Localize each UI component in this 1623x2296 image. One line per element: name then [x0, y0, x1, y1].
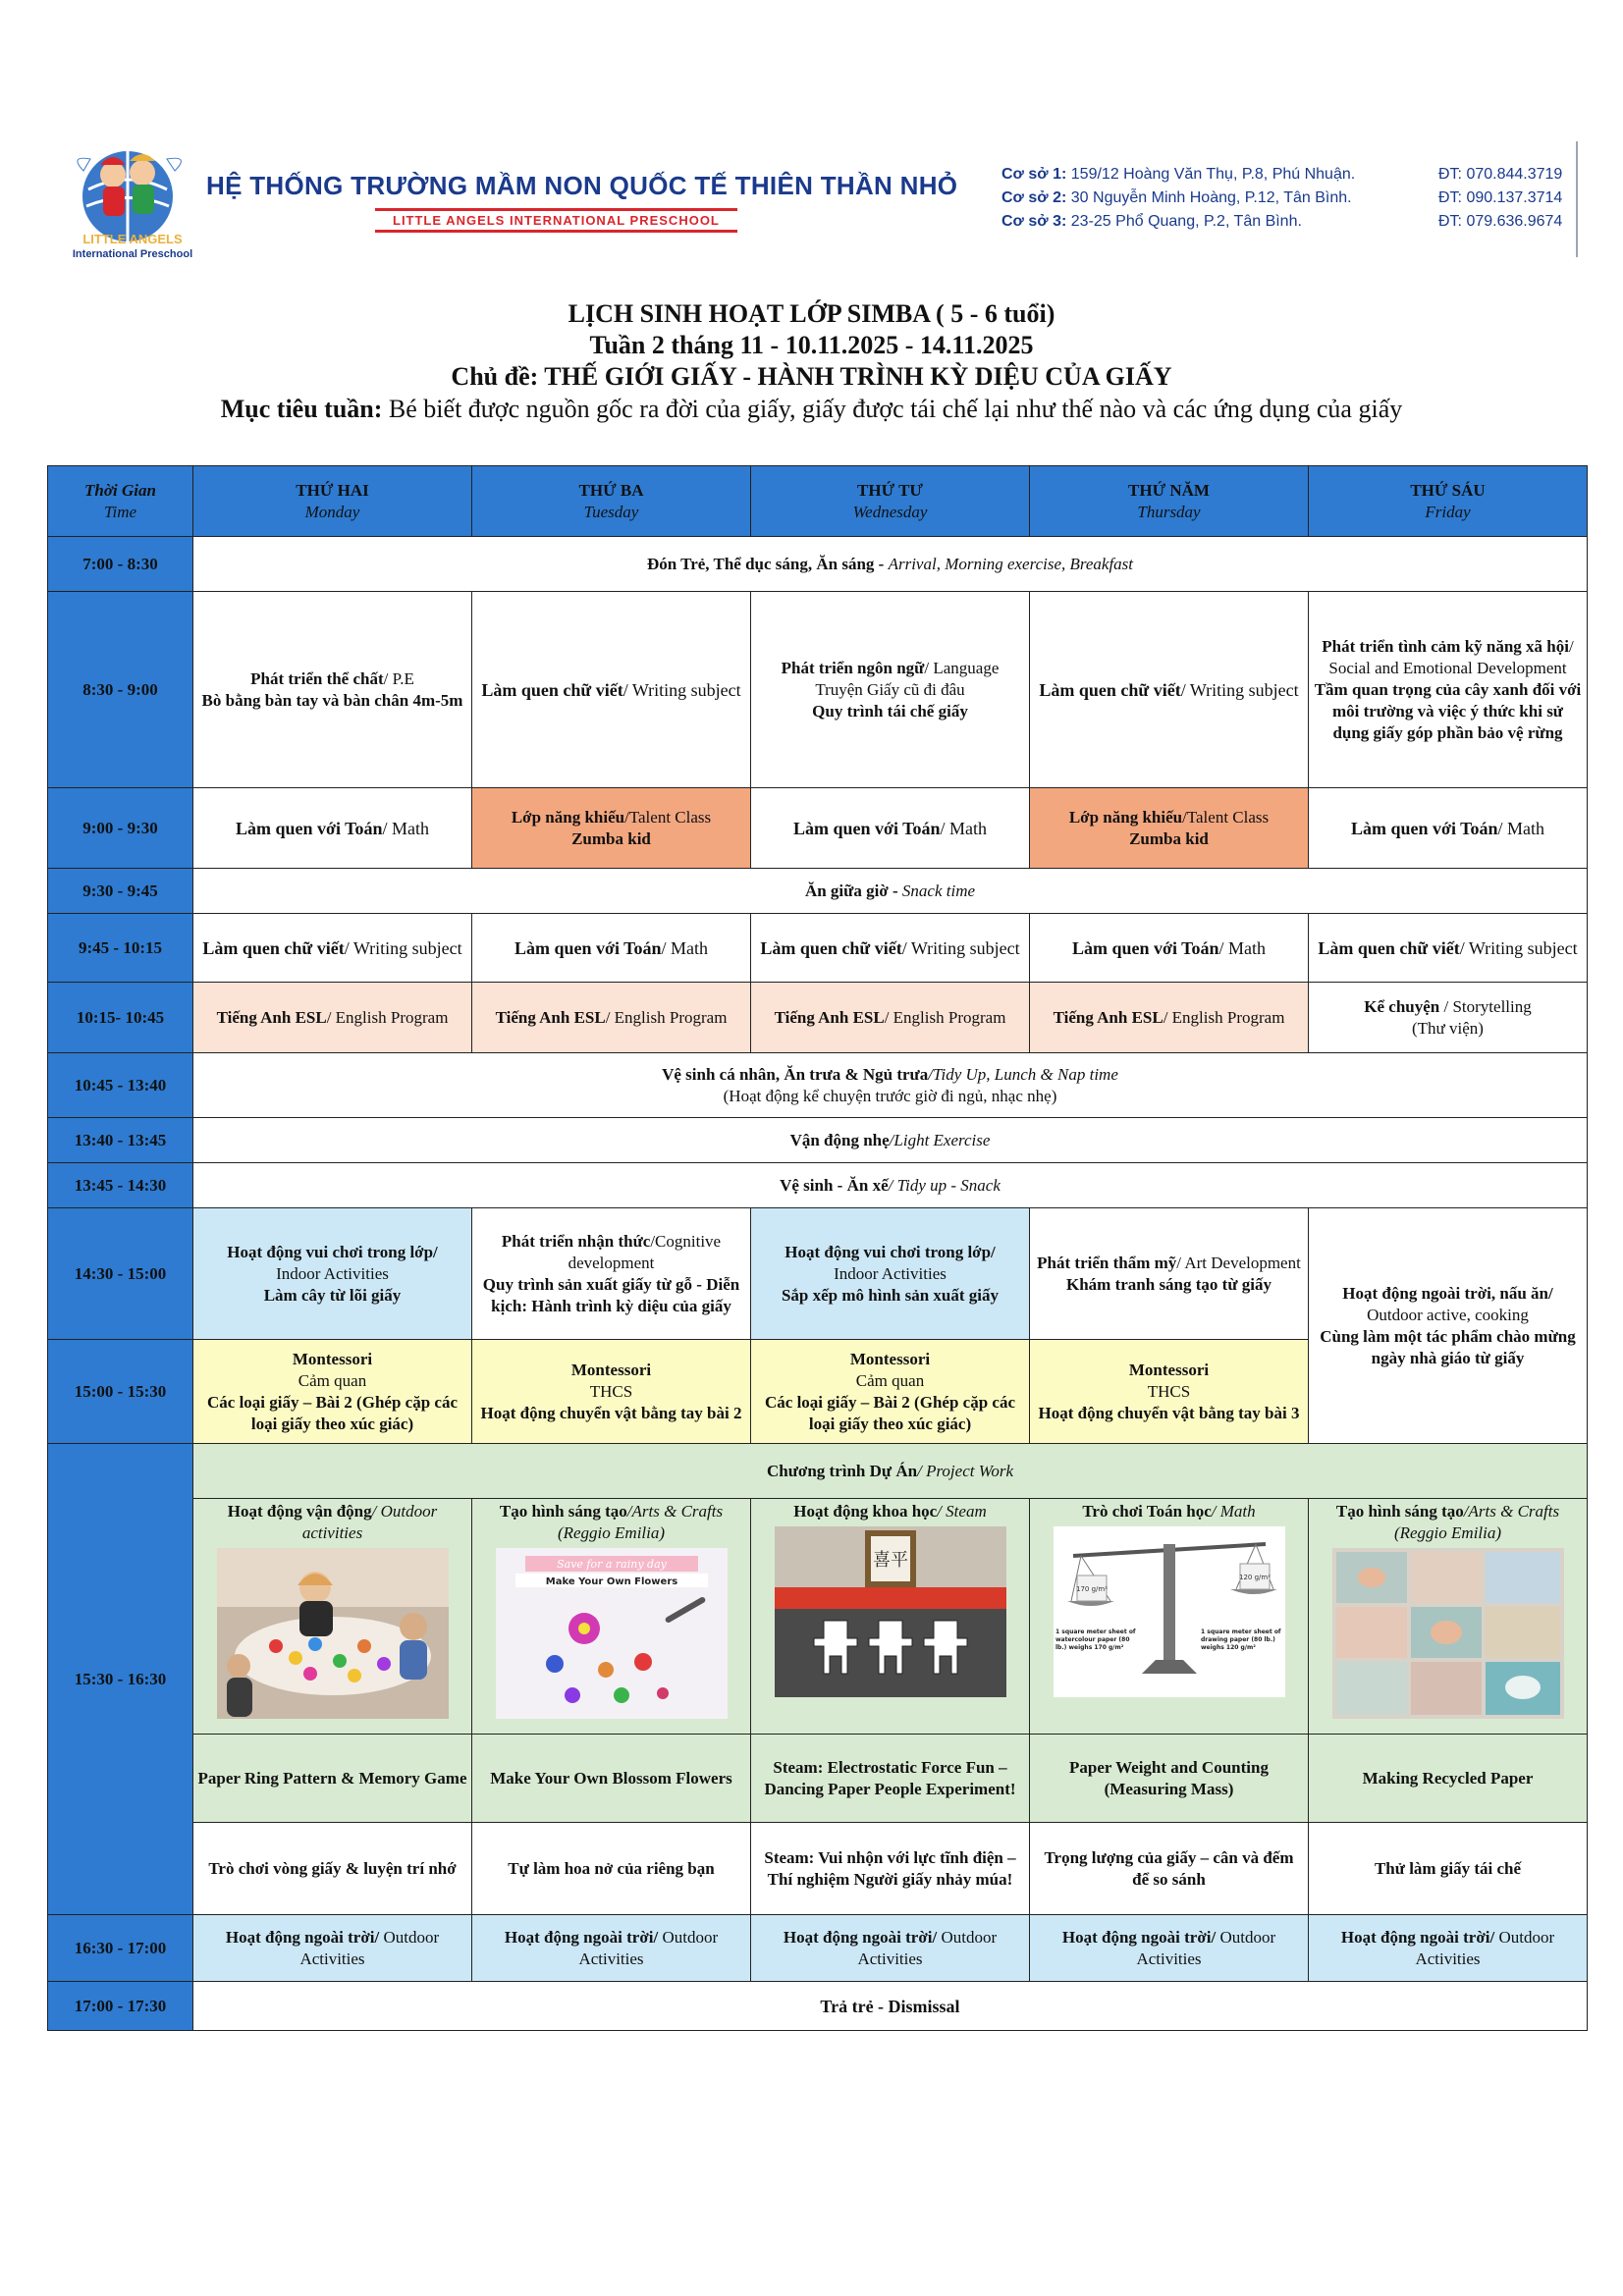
table-row: [48, 1915, 1588, 1982]
project-activity-cell: Tạo hình sáng tạo/Arts & Crafts (Reggio Emilia): [1309, 1499, 1588, 1735]
campus-address: 30 Nguyễn Minh Hoàng, P.12, Tân Bình.: [1070, 189, 1352, 206]
time-cell: 13:40 - 13:45: [48, 1118, 193, 1163]
activity-cell: Phát triển thẩm mỹ/ Art Development Khám tranh sáng tạo từ giấy: [1030, 1208, 1309, 1340]
week-title: Tuần 2 tháng 11 - 10.11.2025 - 14.11.2025: [589, 331, 1034, 359]
time-cell: 16:30 - 17:00: [48, 1915, 193, 1982]
time-cell: 14:30 - 15:00: [48, 1208, 193, 1340]
dancing-paper-people-photo: [775, 1526, 1006, 1697]
time-cell: 17:00 - 17:30: [48, 1982, 193, 2031]
activity-cell: Hoạt động ngoài trời/ Outdoor Activities: [1309, 1915, 1588, 1982]
project-title-vi: Thử làm giấy tái chế: [1309, 1823, 1588, 1915]
goal-text: Bé biết được nguồn gốc ra đời của giấy, giấy được tái chế lại như thế nào và các ứng dụng của giấy: [382, 395, 1403, 423]
table-row: [48, 914, 1588, 983]
schedule-table: [47, 465, 1588, 2031]
dismissal-cell: Trả trẻ - Dismissal: [193, 1982, 1588, 2031]
time-cell: 9:00 - 9:30: [48, 788, 193, 869]
project-title-vi: Steam: Vui nhộn với lực tĩnh điện – Thí nghiệm Người giấy nhảy múa!: [751, 1823, 1030, 1915]
project-title-vi: Trọng lượng của giấy – cân và đếm để so sánh: [1030, 1823, 1309, 1915]
campus-phone: ĐT: 090.137.3714: [1438, 189, 1563, 206]
header-thursday: THỨ NĂM Thursday: [1030, 466, 1309, 537]
activity-cell: Hoạt động vui chơi trong lớp/ Indoor Activities Làm cây từ lõi giấy: [193, 1208, 472, 1340]
project-title-en: Paper Weight and Counting (Measuring Mass): [1030, 1735, 1309, 1823]
campus-list: [1001, 163, 1586, 234]
activity-cell: Hoạt động ngoài trời/ Outdoor Activities: [472, 1915, 751, 1982]
activity-cell: Làm quen chữ viết/ Writing subject: [1309, 914, 1588, 983]
project-title-vi: Trò chơi vòng giấy & luyện trí nhớ: [193, 1823, 472, 1915]
time-cell: 13:45 - 14:30: [48, 1163, 193, 1208]
project-title-en: Making Recycled Paper: [1309, 1735, 1588, 1823]
time-cell: 9:45 - 10:15: [48, 914, 193, 983]
little-angels-logo: [59, 135, 206, 261]
time-cell: 9:30 - 9:45: [48, 869, 193, 914]
campus-phone: ĐT: 079.636.9674: [1438, 213, 1563, 230]
table-row: [48, 1499, 1588, 1735]
time-cell: 15:00 - 15:30: [48, 1340, 193, 1444]
activity-cell: Làm quen chữ viết/ Writing subject: [1030, 592, 1309, 788]
campus-label: Cơ sở 2:: [1001, 189, 1067, 206]
activity-cell: Tiếng Anh ESL/ English Program: [1030, 983, 1309, 1053]
schedule-title: LỊCH SINH HOẠT LỚP SIMBA ( 5 - 6 tuổi): [568, 299, 1055, 328]
table-row: [48, 788, 1588, 869]
table-row: [48, 1823, 1588, 1915]
campus-address: 159/12 Hoàng Văn Thụ, P.8, Phú Nhuận.: [1070, 166, 1356, 183]
activity-cell: Montessori Cảm quan Các loại giấy – Bài 2 (Ghép cặp các loại giấy theo xúc giác): [751, 1340, 1030, 1444]
campus-row: [1001, 187, 1586, 210]
svg-text:170 g/m²: 170 g/m²: [1075, 1585, 1108, 1593]
svg-text:LITTLE ANGELS: LITTLE ANGELS: [82, 232, 183, 246]
activity-cell: Vệ sinh cá nhân, Ăn trưa & Ngủ trưa/Tidy Up, Lunch & Nap time (Hoạt động kể chuyện trước giờ đi ngủ, nhạc nhẹ): [193, 1053, 1588, 1118]
recycled-paper-photo: [1332, 1548, 1564, 1719]
project-work-cell: Chương trình Dự Án/ Project Work: [193, 1444, 1588, 1499]
activity-cell: Lớp năng khiếu/Talent Class Zumba kid: [472, 788, 751, 869]
table-header-row: [48, 466, 1588, 537]
paper-flowers-photo: [496, 1548, 728, 1719]
activity-cell: Montessori THCS Hoạt động chuyển vật bằng tay bài 2: [472, 1340, 751, 1444]
time-cell: 10:45 - 13:40: [48, 1053, 193, 1118]
activity-cell: Làm quen với Toán/ Math: [751, 788, 1030, 869]
svg-text:International Preschool: International Preschool: [72, 248, 193, 260]
table-row: [48, 869, 1588, 914]
school-header: [59, 135, 1581, 263]
activity-cell: Làm quen chữ viết/ Writing subject: [472, 592, 751, 788]
header-tuesday: THỨ BA Tuesday: [472, 466, 751, 537]
activity-cell: Montessori THCS Hoạt động chuyển vật bằng tay bài 3: [1030, 1340, 1309, 1444]
time-cell: 10:15- 10:45: [48, 983, 193, 1053]
activity-cell: Tiếng Anh ESL/ English Program: [472, 983, 751, 1053]
activity-cell: Kể chuyện / Storytelling (Thư viện): [1309, 983, 1588, 1053]
activity-cell: Ăn giữa giờ - Snack time: [193, 869, 1588, 914]
activity-cell: Làm quen với Toán/ Math: [193, 788, 472, 869]
svg-text:Save for a rainy day: Save for a rainy day: [556, 1558, 667, 1571]
project-title-en: Make Your Own Blossom Flowers: [472, 1735, 751, 1823]
activity-cell: Phát triển ngôn ngữ/ Language Truyện Giấy cũ đi đâu Quy trình tái chế giấy: [751, 592, 1030, 788]
table-row: [48, 1735, 1588, 1823]
activity-cell: Hoạt động ngoài trời/ Outdoor Activities: [751, 1915, 1030, 1982]
header-divider: [1576, 141, 1578, 257]
goal-label: Mục tiêu tuần:: [220, 395, 383, 423]
balance-scale-illustration: 170 g/m² 120 g/m² 1 square meter sheet of watercolour paper (80 lb.) weighs 170 g/m² 1 square meter sheet of drawing paper (80 lb.) weighs 120 g/m²: [1054, 1526, 1285, 1697]
table-row: [48, 983, 1588, 1053]
project-activity-cell: Hoạt động khoa học/ Steam 喜平: [751, 1499, 1030, 1735]
activity-cell: Montessori Cảm quan Các loại giấy – Bài 2 (Ghép cặp các loại giấy theo xúc giác): [193, 1340, 472, 1444]
table-row: [48, 537, 1588, 592]
time-cell: 7:00 - 8:30: [48, 537, 193, 592]
campus-label: Cơ sở 3:: [1001, 213, 1067, 230]
time-cell: 8:30 - 9:00: [48, 592, 193, 788]
campus-row: [1001, 210, 1586, 234]
week-goal: [0, 393, 1623, 426]
campus-phone: ĐT: 070.844.3719: [1438, 166, 1563, 183]
table-row: [48, 1208, 1588, 1340]
header-friday: THỨ SÁU Friday: [1309, 466, 1588, 537]
svg-text:120 g/m²: 120 g/m²: [1238, 1574, 1271, 1581]
activity-cell: Hoạt động ngoài trời, nấu ăn/ Outdoor active, cooking Cùng làm một tác phẩm chào mừng ngày nhà giáo từ giấy: [1309, 1208, 1588, 1444]
svg-text:Make Your Own Flowers: Make Your Own Flowers: [545, 1576, 677, 1587]
children-playing-photo: [217, 1548, 449, 1719]
header-time: Thời Gian Time: [48, 466, 193, 537]
table-row: [48, 1982, 1588, 2031]
activity-cell: Vệ sinh - Ăn xế/ Tidy up - Snack: [193, 1163, 1588, 1208]
activity-cell: Phát triển tình cảm kỹ năng xã hội/ Social and Emotional Development Tầm quan trọng của cây xanh đối với môi trường và việc ý thức khi sử dụng giấy góp phần bảo vệ rừng: [1309, 592, 1588, 788]
activity-cell: Hoạt động ngoài trời/ Outdoor Activities: [1030, 1915, 1309, 1982]
activity-cell: Làm quen chữ viết/ Writing subject: [751, 914, 1030, 983]
activity-cell: Đón Trẻ, Thể dục sáng, Ăn sáng - Arrival, Morning exercise, Breakfast: [193, 537, 1588, 592]
school-name: HỆ THỐNG TRƯỜNG MẦM NON QUỐC TẾ THIÊN THẦN NHỎ: [206, 171, 958, 200]
theme-title: Chủ đề: THẾ GIỚI GIẤY - HÀNH TRÌNH KỲ DIỆU CỦA GIẤY: [451, 362, 1172, 391]
project-title-en: Paper Ring Pattern & Memory Game: [193, 1735, 472, 1823]
activity-cell: Hoạt động vui chơi trong lớp/ Indoor Activities Sắp xếp mô hình sản xuất giấy: [751, 1208, 1030, 1340]
schedule-titles: [0, 298, 1623, 426]
activity-cell: Hoạt động ngoài trời/ Outdoor Activities: [193, 1915, 472, 1982]
activity-cell: Phát triển thể chất/ P.E Bò bằng bàn tay và bàn chân 4m-5m: [193, 592, 472, 788]
activity-cell: Tiếng Anh ESL/ English Program: [751, 983, 1030, 1053]
campus-address: 23-25 Phổ Quang, P.2, Tân Bình.: [1070, 213, 1302, 230]
campus-row: [1001, 163, 1586, 187]
table-row: [48, 1163, 1588, 1208]
activity-cell: Vận động nhẹ/Light Exercise: [193, 1118, 1588, 1163]
table-row: [48, 1444, 1588, 1499]
project-title-vi: Tự làm hoa nở của riêng bạn: [472, 1823, 751, 1915]
activity-cell: Làm quen chữ viết/ Writing subject: [193, 914, 472, 983]
table-row: [48, 592, 1588, 788]
project-title-en: Steam: Electrostatic Force Fun – Dancing Paper People Experiment!: [751, 1735, 1030, 1823]
activity-cell: Lớp năng khiếu/Talent Class Zumba kid: [1030, 788, 1309, 869]
activity-cell: Làm quen với Toán/ Math: [1309, 788, 1588, 869]
activity-cell: Làm quen với Toán/ Math: [472, 914, 751, 983]
project-activity-cell: Trò chơi Toán học/ Math 170 g/m² 120 g/m² 1 square meter sheet of watercolour paper (80 lb.) weighs 170 g/m² 1 square meter sheet of drawing paper (80 lb.) weighs 120 g/m²: [1030, 1499, 1309, 1735]
school-subtitle: LITTLE ANGELS INTERNATIONAL PRESCHOOL: [375, 208, 737, 233]
header-monday: THỨ HAI Monday: [193, 466, 472, 537]
header-wednesday: THỨ TƯ Wednesday: [751, 466, 1030, 537]
activity-cell: Làm quen với Toán/ Math: [1030, 914, 1309, 983]
project-activity-cell: Tạo hình sáng tạo/Arts & Crafts (Reggio Emilia) Save for a rainy day Make Your Own Flowers: [472, 1499, 751, 1735]
table-row: [48, 1053, 1588, 1118]
activity-cell: Tiếng Anh ESL/ English Program: [193, 983, 472, 1053]
time-cell: 15:30 - 16:30: [48, 1444, 193, 1915]
svg-text:喜平: 喜平: [872, 1550, 908, 1571]
campus-label: Cơ sở 1:: [1001, 166, 1067, 183]
table-row: [48, 1118, 1588, 1163]
activity-cell: Phát triển nhận thức/Cognitive development Quy trình sản xuất giấy từ gỗ - Diễn kịch: Hành trình kỳ diệu của giấy: [472, 1208, 751, 1340]
project-activity-cell: Hoạt động vận động/ Outdoor activities: [193, 1499, 472, 1735]
